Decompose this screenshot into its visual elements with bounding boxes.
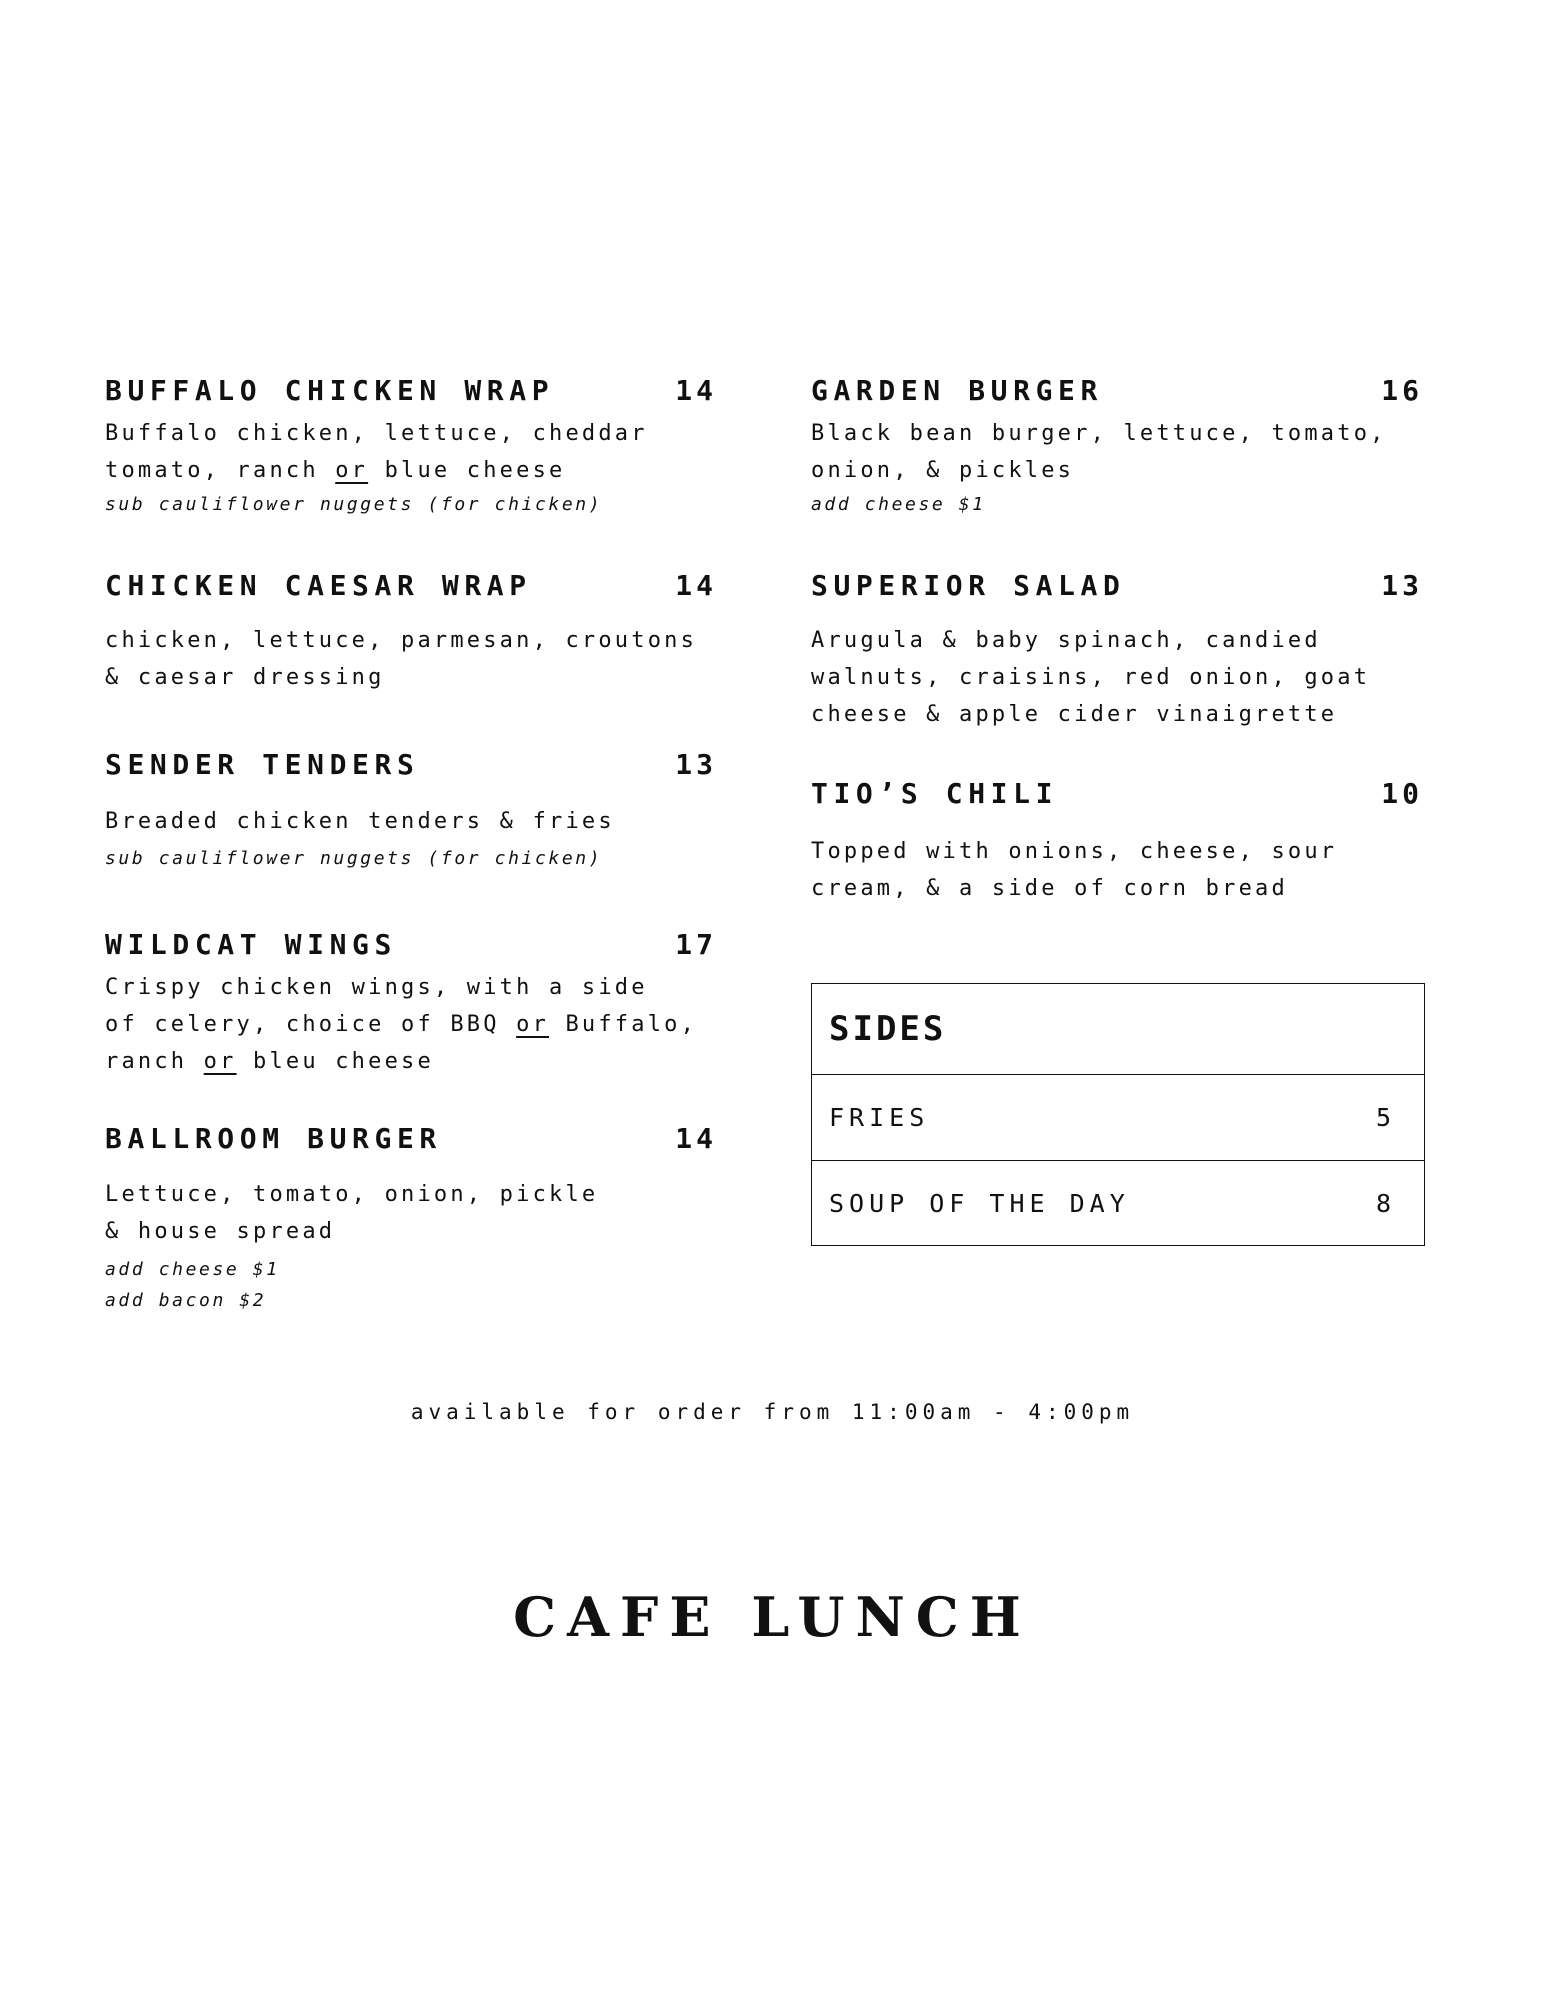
item-name: GARDEN BURGER xyxy=(811,374,1103,407)
side-item xyxy=(812,1075,1424,1160)
side-price: 8 xyxy=(1375,1189,1396,1218)
sides-title: SIDES xyxy=(812,984,1424,1075)
item-price: 14 xyxy=(675,569,717,602)
item-price: 16 xyxy=(1381,374,1423,407)
item-price: 14 xyxy=(675,1122,717,1155)
item-price: 10 xyxy=(1381,777,1423,810)
item-price: 14 xyxy=(675,374,717,407)
item-name: SUPERIOR SALAD xyxy=(811,569,1126,602)
item-note: add bacon $2 xyxy=(105,1290,267,1311)
desc-text: Buffalo, ranch xyxy=(105,1012,698,1074)
desc-underlined: or xyxy=(335,458,369,483)
desc-text: bleu cheese xyxy=(236,1049,434,1074)
item-name: TIO’S CHILI xyxy=(811,777,1059,810)
item-note: sub cauliflower nuggets (for chicken) xyxy=(105,848,603,869)
side-name: FRIES xyxy=(829,1103,930,1132)
item-name: CHICKEN CAESAR WRAP xyxy=(105,569,532,602)
menu-item-superior-salad xyxy=(811,568,1423,733)
item-description: Topped with onions, cheese, sour cream, & a side of corn bread xyxy=(811,839,1338,901)
desc-text: Crispy chicken wings, with a side of celery, choice of BBQ xyxy=(105,975,648,1037)
menu-title: CAFE LUNCH xyxy=(513,1585,1032,1649)
sides-box xyxy=(811,983,1425,1246)
side-price: 5 xyxy=(1375,1103,1396,1132)
item-name: WILDCAT WINGS xyxy=(105,928,397,961)
item-name: BUFFALO CHICKEN WRAP xyxy=(105,374,555,407)
item-name: BALLROOM BURGER xyxy=(105,1122,442,1155)
menu-item-buffalo-chicken-wrap xyxy=(105,373,717,520)
desc-underlined: or xyxy=(516,1012,550,1037)
availability-hours: available for order from 11:00am - 4:00pm xyxy=(410,1400,1135,1424)
desc-underlined: or xyxy=(203,1049,237,1074)
menu-item-ballroom-burger xyxy=(105,1121,717,1316)
menu-item-chicken-caesar-wrap xyxy=(105,568,717,696)
item-description xyxy=(105,415,717,489)
side-item xyxy=(812,1160,1424,1246)
desc-text: blue cheese xyxy=(368,458,566,483)
side-name: SOUP OF THE DAY xyxy=(829,1189,1130,1218)
menu-item-garden-burger xyxy=(811,373,1423,520)
item-price: 13 xyxy=(675,748,717,781)
menu-item-sender-tenders xyxy=(105,747,717,874)
item-description xyxy=(105,969,717,1080)
menu-item-tios-chili xyxy=(811,776,1423,907)
item-price: 13 xyxy=(1381,569,1423,602)
item-name: SENDER TENDERS xyxy=(105,748,420,781)
item-description: chicken, lettuce, parmesan, croutons & caesar dressing xyxy=(105,628,698,690)
desc-text: Buffalo chicken, lettuce, cheddar tomato, ranch xyxy=(105,421,648,483)
item-note: add cheese $1 xyxy=(811,494,986,515)
item-description: Arugula & baby spinach, candied walnuts, craisins, red onion, goat cheese & apple cider vinaigrette xyxy=(811,628,1371,727)
item-price: 17 xyxy=(675,928,717,961)
item-note: add cheese $1 xyxy=(105,1259,280,1280)
item-note: sub cauliflower nuggets (for chicken) xyxy=(105,494,603,515)
menu-item-wildcat-wings xyxy=(105,927,717,1080)
item-description: Lettuce, tomato, onion, pickle & house spread xyxy=(105,1182,599,1244)
item-description: Black bean burger, lettuce, tomato, onion, & pickles xyxy=(811,421,1387,483)
item-description: Breaded chicken tenders & fries xyxy=(105,809,615,834)
